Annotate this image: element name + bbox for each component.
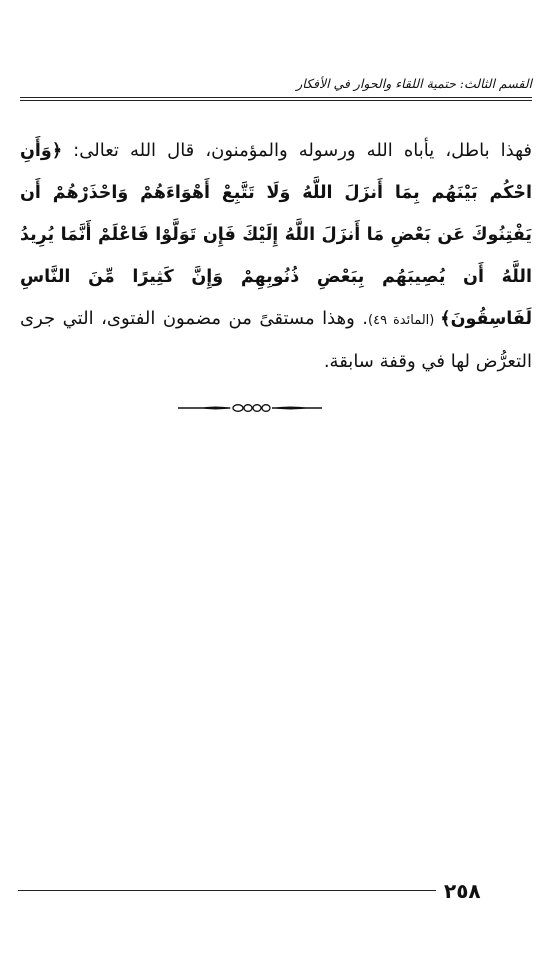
body-paragraph bbox=[20, 130, 532, 382]
verse-open-bracket: ﴿ bbox=[51, 141, 63, 161]
verse-close-bracket: ﴾ bbox=[440, 309, 451, 329]
running-header bbox=[20, 74, 532, 98]
header-rule-top bbox=[20, 97, 532, 98]
continuation-text: . وهذا مستقىً من مضمون الفتوى، التي جرى التعرُّض لها في وقفة سابقة. bbox=[20, 308, 532, 372]
quran-verse: وَأَنِ احْكُم بَيْنَهُم بِمَا أَنزَلَ اللَّهُ وَلَا تَتَّبِعْ أَهْوَاءَهُمْ وَاحْذَرْهُمْ أَن يَفْتِنُوكَ عَن بَعْضِ مَا أَنزَلَ اللَّهُ إِلَيْكَ فَإِن تَوَلَّوْا فَاعْلَمْ أَنَّمَا يُرِيدُ اللَّهُ أَن يُصِيبَهُم بِبَعْضِ ذُنُوبِهِمْ وَإِنَّ كَثِيرًا مِّنَ النَّاسِ لَفَاسِقُونَ bbox=[20, 141, 533, 329]
intro-text: فهذا باطل، يأباه الله ورسوله والمؤمنون، قال الله تعالى: bbox=[62, 140, 532, 161]
header-rule-bottom bbox=[20, 100, 532, 101]
page-number: ٢٥٨ bbox=[444, 879, 481, 903]
running-header-title: القسم الثالث: حتمية اللقاء والحوار في الأفكار bbox=[296, 76, 532, 91]
ornament-divider-icon bbox=[0, 401, 552, 415]
verse-reference: (المائدة ٤٩) bbox=[368, 313, 441, 328]
footer-rule bbox=[18, 890, 436, 891]
